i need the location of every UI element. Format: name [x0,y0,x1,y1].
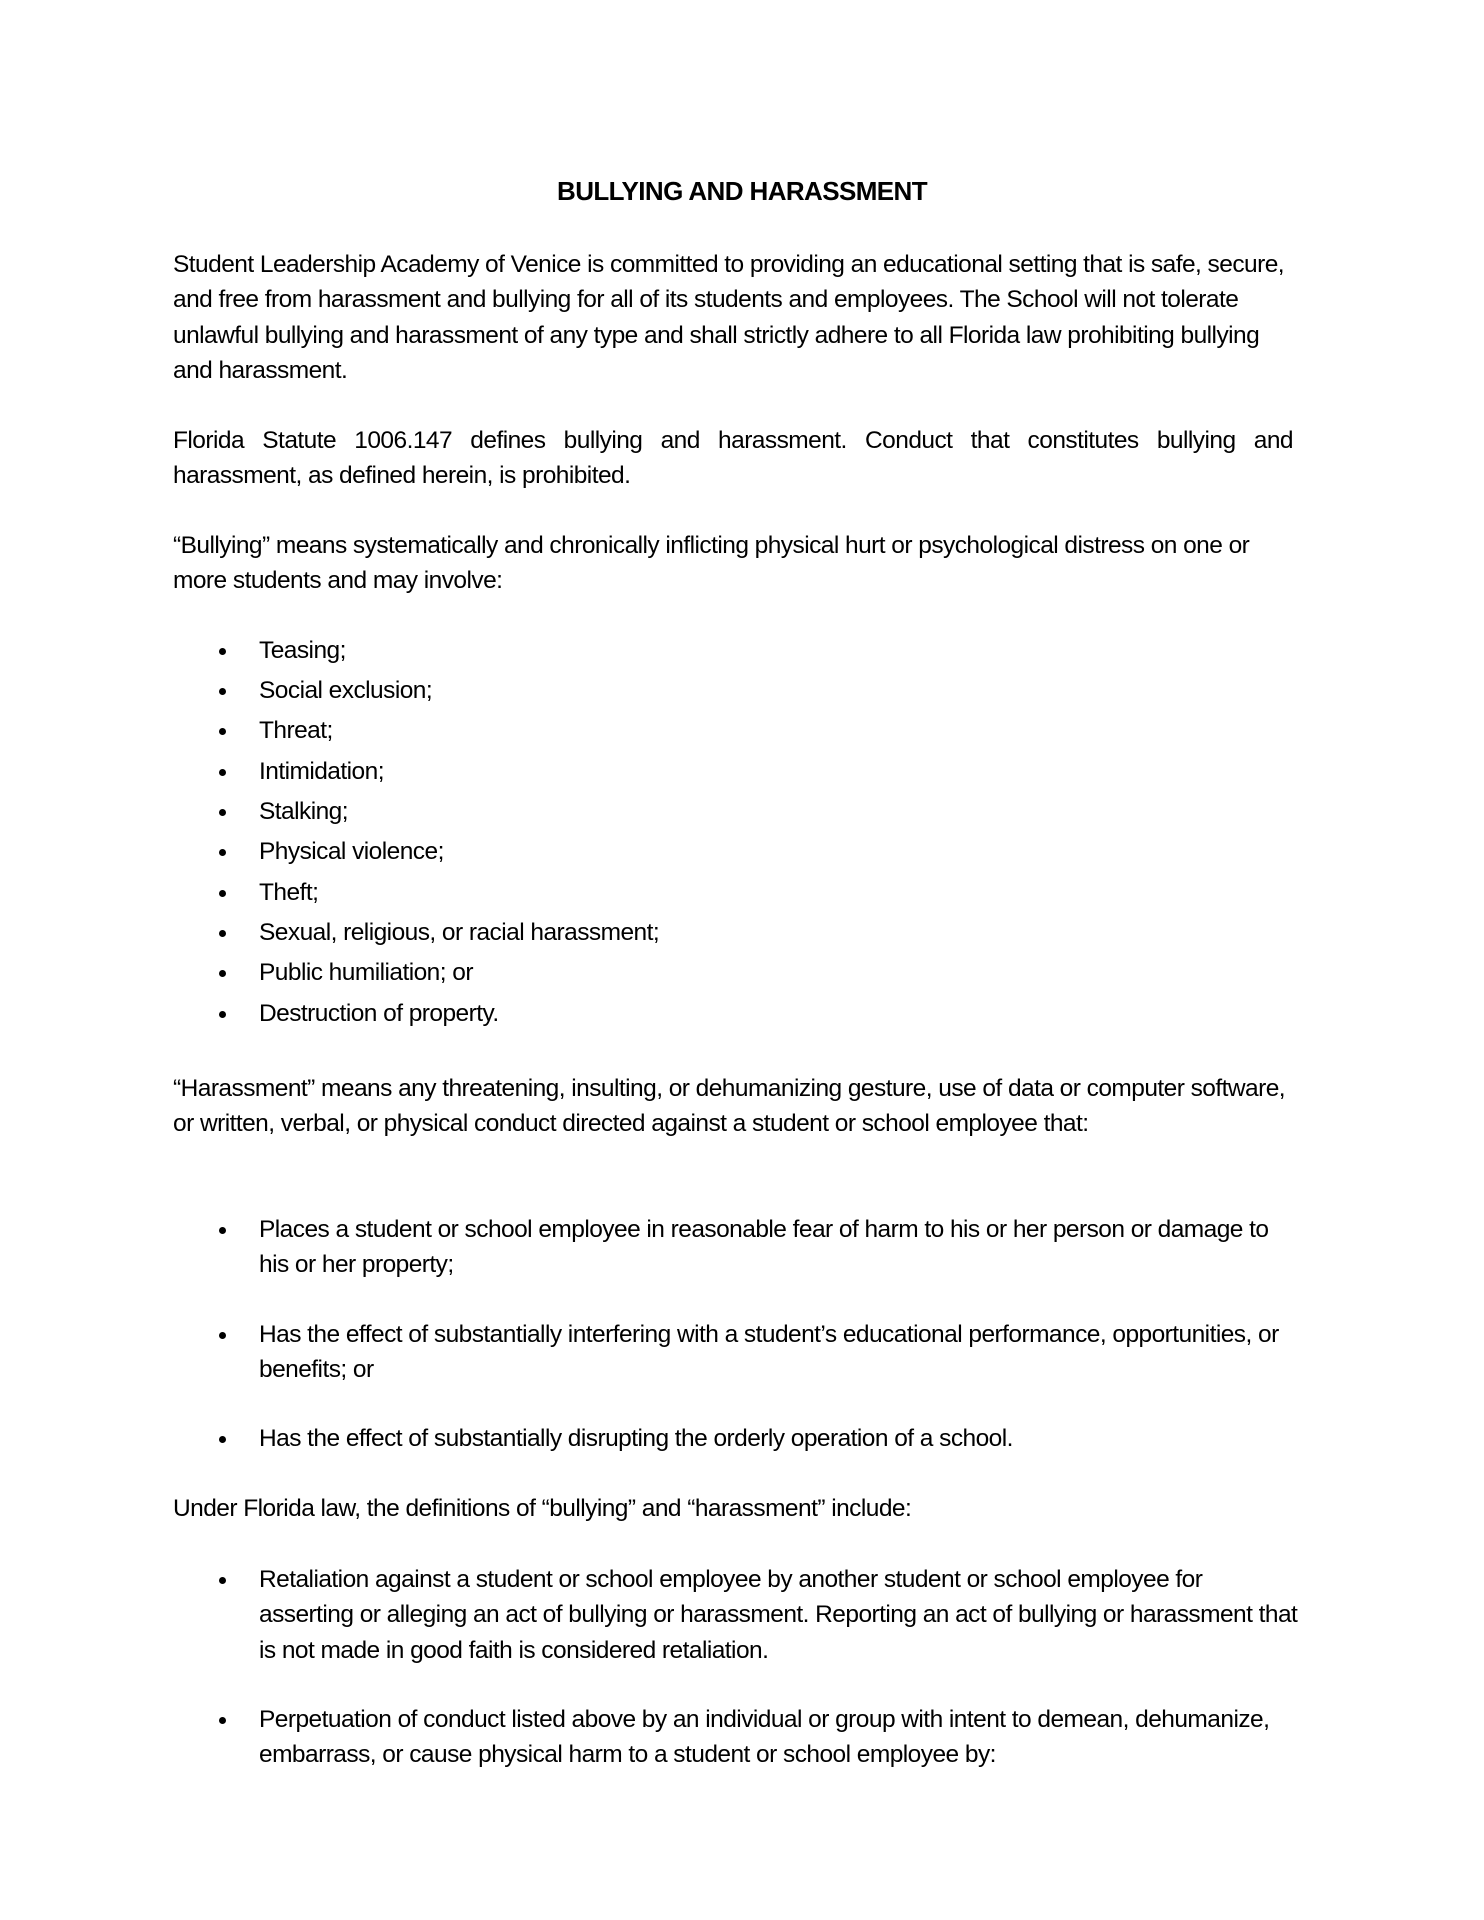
florida-law-paragraph: Under Florida law, the definitions of “bullying” and “harassment” include: [173,1495,912,1522]
bullying-definition: “Bullying” means systematically and chronically inflicting physical hurt or psychological distress on one or more students and may involve: [173,532,1250,595]
statute-paragraph: Florida Statute 1006.147 defines bullying and harassment. Conduct that constitutes bullying and harassment, as defined herein, is prohibited. [173,427,1293,490]
intro-paragraph: Student Leadership Academy of Venice is committed to providing an educational setting that is safe, secure, and free from harassment and bullying for all of its students and employees. The School will not tolerate unlawful bullying and harassment of any type and shall strictly adhere to all Florida law prohibiting bullying and harassment. [173,251,1285,384]
harassment-definition: “Harassment” means any threatening, insulting, or dehumanizing gesture, use of data or computer software, or written, verbal, or physical conduct directed against a student or school employee that: [173,1075,1286,1138]
document-page: BULLYING AND HARASSMENT Student Leadership Academy of Venice is committed to providing an educational setting that is safe, secure, and free from harassment and bullying for all of its students and employees. The School will not tolerate unlawful bullying and harassment of any type and shall strictly adhere to all Florida law prohibiting bullying and harassment. Florida Statute 1006.147 defines bullying and harassment. Conduct that constitutes bullying and harassment, as defined herein, is prohibited. “Bullying” means systematically and chronically inflicting physical hurt or psychological distress on one or more students and may involve: Teasing; Social exclusion; Threat; Intimidation; Stalking; Physical violence; Theft; Sexual, religious, or racial harassment; Public humiliation; or Destruction of property. “Harassment” means any threatening, insulting, or dehumanizing gesture, use of data or computer software, or written, verbal, or physical conduct directed against a student or school employee that: Places a student or school employee in reasonable fear of harm to his or her person or damage to his or her property; Has the effect of substantially interfering with a student’s educational performance, opportunities, or benefits; or Has the effect of substantially disrupting the orderly operation of a school. Under Florida law, the definitions of “bullying” and “harassment” include: Retaliation against a student or school employee by another student or school employee for asserting or alleging an act of bullying or harassment. Reporting an act of bullying or harassment that is not made in good faith is considered retaliation. Perpetuation of conduct listed above by an individual or group with intent to demean, dehumanize, embarrass, or cause physical harm to a student or school employee by: [0,0,1484,1920]
page-title: BULLYING AND HARASSMENT [557,176,927,206]
